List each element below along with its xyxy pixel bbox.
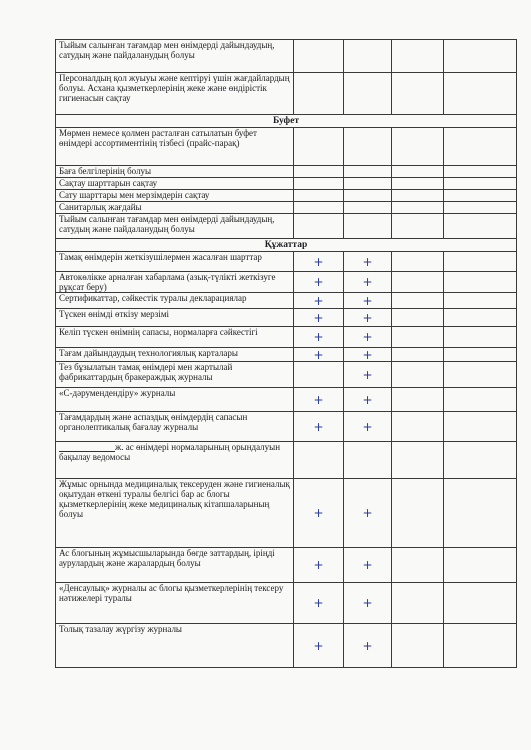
table-row <box>56 362 517 388</box>
mark-cell: + <box>344 583 392 624</box>
mark-cell <box>392 442 444 479</box>
mark-cell <box>392 272 444 293</box>
mark-cell <box>392 327 444 348</box>
criterion-text: Тағамдардың және аспаздық өнімдердің сапасын органолептикалық бағалау журналы <box>59 412 248 432</box>
mark-cell <box>444 214 517 239</box>
mark-cell <box>344 40 392 73</box>
mark-cell <box>392 190 444 202</box>
mark-cell <box>444 388 517 412</box>
table-row <box>56 166 517 178</box>
criterion-cell <box>56 442 294 479</box>
mark-cell: + <box>344 272 392 293</box>
criterion-text: Санитарлық жағдайы <box>59 202 142 212</box>
criterion-text: Персоналдың қол жуыуы және кептіруі үшін жағдайлардың болуы. Асхана қызметкерлерінің жеке және өндірістік гигиенасын сақтау <box>59 73 290 103</box>
blank-line <box>59 443 115 452</box>
criterion-text: Тыйым салынған тағамдар мен өнімдерді дайындаудың, сатудың және пайдаланудың болуы <box>59 214 275 234</box>
criterion-cell <box>56 272 294 293</box>
criterion-cell <box>56 214 294 239</box>
table-row <box>56 442 517 479</box>
criterion-text: Тыйым салынған тағамдар мен өнімдерді дайындаудың, сатудың және пайдаланудың болуы <box>59 40 275 60</box>
mark-cell: + <box>294 388 344 412</box>
mark-cell <box>444 40 517 73</box>
mark-cell <box>344 166 392 178</box>
table-row <box>56 583 517 624</box>
mark-cell: + <box>344 388 392 412</box>
table-row <box>56 412 517 442</box>
section-heading: Құжаттар <box>56 239 517 252</box>
mark-cell <box>444 583 517 624</box>
mark-cell: + <box>294 624 344 668</box>
table-row <box>56 214 517 239</box>
mark-cell <box>392 202 444 214</box>
mark-cell <box>294 166 344 178</box>
table-row <box>56 327 517 348</box>
mark-cell: + <box>344 309 392 327</box>
criterion-cell <box>56 548 294 583</box>
mark-cell <box>392 178 444 190</box>
criterion-text: ж. ас өнімдері нормаларының орындалуын бақылау ведомосы <box>59 442 281 462</box>
mark-cell <box>294 73 344 115</box>
criterion-cell <box>56 412 294 442</box>
table-row <box>56 624 517 668</box>
table-row <box>56 272 517 293</box>
mark-cell: + <box>344 412 392 442</box>
mark-cell <box>444 412 517 442</box>
mark-cell: + <box>344 362 392 388</box>
criterion-cell <box>56 190 294 202</box>
mark-cell <box>344 178 392 190</box>
inspection-table-body <box>56 40 517 668</box>
inspection-table <box>55 39 517 668</box>
criterion-cell <box>56 166 294 178</box>
mark-cell: + <box>294 293 344 309</box>
mark-cell: + <box>294 583 344 624</box>
mark-cell: + <box>294 272 344 293</box>
mark-cell <box>392 73 444 115</box>
section-row <box>56 115 517 128</box>
section-heading: Буфет <box>56 115 517 128</box>
mark-cell <box>444 252 517 272</box>
criterion-cell <box>56 40 294 73</box>
mark-cell: + <box>294 252 344 272</box>
mark-cell <box>344 128 392 166</box>
criterion-cell <box>56 388 294 412</box>
mark-cell <box>444 166 517 178</box>
table-row <box>56 293 517 309</box>
criterion-cell <box>56 362 294 388</box>
mark-cell <box>392 252 444 272</box>
mark-cell <box>392 583 444 624</box>
table-row <box>56 548 517 583</box>
mark-cell <box>392 388 444 412</box>
criterion-cell <box>56 73 294 115</box>
mark-cell <box>294 442 344 479</box>
criterion-text: «С-дәрумендендіру» журналы <box>59 388 176 398</box>
criterion-cell <box>56 128 294 166</box>
mark-cell: + <box>344 293 392 309</box>
mark-cell: + <box>344 548 392 583</box>
mark-cell: + <box>294 309 344 327</box>
criterion-text: Автокөлікке арналған хабарлама (азық-түлікті жеткізуге рұқсат беру) <box>59 272 276 292</box>
table-row <box>56 348 517 362</box>
criterion-text: Мөрмен немесе қолмен расталған сатылатын буфет өнімдері ассортиментінің тізбесі (прайс-парақ) <box>59 128 257 148</box>
criterion-text: Сақтау шарттарын сақтау <box>59 178 158 188</box>
mark-cell <box>392 309 444 327</box>
mark-cell <box>392 293 444 309</box>
mark-cell <box>392 128 444 166</box>
mark-cell: + <box>294 412 344 442</box>
mark-cell: + <box>294 479 344 548</box>
mark-cell <box>444 327 517 348</box>
mark-cell <box>294 202 344 214</box>
mark-cell <box>444 272 517 293</box>
mark-cell <box>344 442 392 479</box>
mark-cell <box>392 40 444 73</box>
table-row <box>56 128 517 166</box>
criterion-cell <box>56 583 294 624</box>
mark-cell <box>444 624 517 668</box>
criterion-text: Тағам дайындаудың технологиялық карталары <box>59 348 238 358</box>
mark-cell <box>444 128 517 166</box>
mark-cell <box>294 128 344 166</box>
mark-cell <box>294 362 344 388</box>
mark-cell <box>392 348 444 362</box>
criterion-text: Сертификаттар, сәйкестік туралы декларациялар <box>59 293 247 303</box>
criterion-cell <box>56 624 294 668</box>
mark-cell <box>344 190 392 202</box>
section-row <box>56 239 517 252</box>
mark-cell: + <box>344 624 392 668</box>
mark-cell <box>392 166 444 178</box>
mark-cell <box>392 412 444 442</box>
criterion-cell <box>56 202 294 214</box>
mark-cell <box>344 214 392 239</box>
mark-cell: + <box>294 548 344 583</box>
criterion-text: Тамақ өнімдерін жеткізушілермен жасалған шарттар <box>59 252 262 262</box>
criterion-cell <box>56 348 294 362</box>
mark-cell <box>444 293 517 309</box>
mark-cell <box>344 73 392 115</box>
mark-cell: + <box>294 348 344 362</box>
mark-cell: + <box>344 479 392 548</box>
criterion-text: Баға белгілерінің болуы <box>59 166 152 176</box>
table-row <box>56 190 517 202</box>
mark-cell <box>444 479 517 548</box>
table-row <box>56 178 517 190</box>
criterion-cell <box>56 309 294 327</box>
mark-cell <box>444 190 517 202</box>
mark-cell: + <box>344 327 392 348</box>
mark-cell: + <box>344 348 392 362</box>
criterion-text: Тез бұзылатын тамақ өнімдері мен жартылай фабрикаттардың бракераждық журналы <box>59 362 233 382</box>
mark-cell <box>344 202 392 214</box>
table-row <box>56 309 517 327</box>
mark-cell <box>444 548 517 583</box>
criterion-cell <box>56 293 294 309</box>
mark-cell <box>444 73 517 115</box>
criterion-cell <box>56 327 294 348</box>
mark-cell: + <box>294 327 344 348</box>
criterion-text: Келіп түскен өнімнің сапасы, нормаларға сәйкестігі <box>59 327 258 337</box>
mark-cell <box>392 479 444 548</box>
criterion-text: Жұмыс орнында медициналық тексеруден және гигиеналық оқытудан өткені туралы белгісі бар ас блогы қызметкерлерінің жеке медициналық кітапшаларының болуы <box>59 479 290 519</box>
mark-cell <box>392 214 444 239</box>
criterion-cell <box>56 252 294 272</box>
table-row <box>56 479 517 548</box>
criterion-text: Түскен өнімді өткізу мерзімі <box>59 309 170 319</box>
table-row <box>56 40 517 73</box>
table-row <box>56 202 517 214</box>
table-row <box>56 388 517 412</box>
mark-cell <box>392 548 444 583</box>
mark-cell <box>444 348 517 362</box>
mark-cell <box>294 178 344 190</box>
mark-cell <box>444 178 517 190</box>
mark-cell <box>294 190 344 202</box>
table-row <box>56 73 517 115</box>
mark-cell <box>392 624 444 668</box>
criterion-cell <box>56 479 294 548</box>
mark-cell <box>392 362 444 388</box>
mark-cell <box>294 40 344 73</box>
mark-cell <box>294 214 344 239</box>
criterion-text: Толық тазалау жүргізу журналы <box>59 624 182 634</box>
criterion-cell <box>56 178 294 190</box>
mark-cell: + <box>344 252 392 272</box>
criterion-text: Ас блогының жұмысшыларында бөгде заттардың, іріңді аурулардың және жаралардың болуы <box>59 548 275 568</box>
table-row <box>56 252 517 272</box>
mark-cell <box>444 309 517 327</box>
mark-cell <box>444 362 517 388</box>
mark-cell <box>444 442 517 479</box>
criterion-text: Сату шарттары мен мерзімдерін сақтау <box>59 190 210 200</box>
mark-cell <box>444 202 517 214</box>
criterion-text: «Денсаулық» журналы ас блогы қызметкерлерінің тексеру нәтижелері туралы <box>59 583 284 603</box>
